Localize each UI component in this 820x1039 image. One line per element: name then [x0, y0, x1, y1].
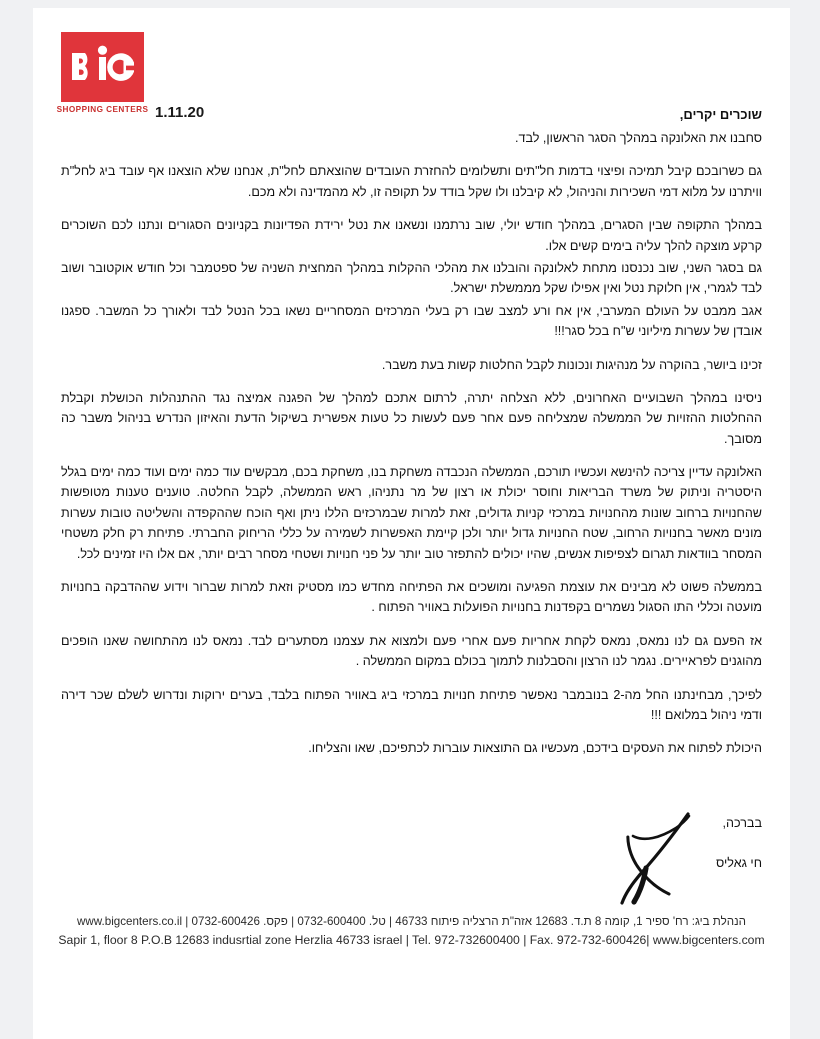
paragraph: זכינו ביושר, בהוקרה על מנהיגות ונכונות לקבל החלטות קשות בעת משבר. — [381, 357, 762, 372]
letter-header — [33, 22, 790, 127]
paragraph: אגב ממבט על העולם המערבי, אין אח ורע למצב שבו רק בעלי המרכזים המסחריים נשאו בכל הנטל לבד ולאורך כל המשבר. ספגנו אובדן של עשרות מיליוני ש"ח בכל סגר!!! — [61, 303, 762, 339]
paragraph: גם בסגר השני, שוב נכנסנו מתחת לאלונקה והובלנו את מהלכי ההקלות במהלך המחצית השניה של ספטמבר וכל חודש אוקטובר ושוב לבד לגמרי, אין חלוקת נטל ואין אפילו שקל מממשלת ישראל. — [61, 260, 762, 296]
paragraph: סחבנו את האלונקה במהלך הסגר הראשון, לבד. — [514, 131, 762, 145]
paragraph: אז הפעם גם לנו נמאס, נמאס לקחת אחריות פעם אחרי פעם ולמצוא את עצמנו מסתערים לבד. נמאס לנו מהתחושה שאנו הופכים מהוגנים לפראיירים. נגמר לנו הרצון והסבלנות לתמוך בכולם במקום הממשלה . — [61, 633, 762, 669]
signatory-name: חי גאליס — [716, 856, 762, 870]
signature-greeting: בברכה, — [722, 816, 762, 830]
footer-address-hebrew: הנהלת ביג: רח' ספיר 1, קומה 8 ת.ד. 12683 אזה"ת הרצליה פיתוח 46733 | טל. 0732-600400 | פקס. 0732-600426 | www.bigcenters.co.il — [77, 915, 746, 928]
signature-block — [562, 808, 762, 913]
paragraph: היכולת לפתוח את העסקים בידכם, מעכשיו גם התוצאות עוברות לכתפיכם, שאו והצליחו. — [308, 741, 762, 756]
paragraph: האלונקה עדיין צריכה להינשא ועכשיו תורכם, הממשלה הנכבדה משחקת בנו, משחקת בכם, מבקשים עוד כמה ימים ועוד כמה ימים בגלל היסטריה וניתוק של משרד הבריאות וחוסר יכולת או רצון של מר נתניהו, ראש הממשלה, לקבל החלטה. טוענים טענות מטופשות שהחנויות ברחוב שונות מהחנויות במרכזי קניות גדולים, זאת למרות שבמרכזים הללו ניתן ואף הוכח שההקפדה והשליטה טובות עשרות מונים מאשר בחנויות הרחוב, שטח החנויות גדול יותר ולכן קיימת האפשרות לשמירה על כללי הריחוק החברתי. פתיחת רק חלק משטחי המסחר בוודאות תגרום לצפיפות אנשים, שהיו יכולים להתפזר טוב יותר על פני חנויות ושטחי מסחר רבים יותר, אם אלו היו זמינים לכל. — [61, 465, 762, 561]
letter-footer — [53, 913, 770, 950]
paragraph: בממשלה פשוט לא מבינים את עוצמת הפגיעה ומושכים את הפתיחה מחדש כמו מסטיק וזאת למרות שברור וידוע שההדבקה בחנויות מועטה וכללי התו הסגול נשמרים בקפדנות בחנויות הפועלות באוויר הפתוח . — [61, 580, 762, 615]
big-logo-mark — [61, 32, 144, 102]
big-logo — [55, 32, 150, 114]
logo-tagline: SHOPPING CENTERS — [56, 105, 149, 114]
letter-page — [33, 8, 790, 1039]
salutation: שוכרים יקרים, — [679, 107, 762, 122]
footer-address-english: Sapir 1, floor 8 P.O.B 12683 indusrtial zone Herzlia 46733 israel | Tel. 972-732600400 | Fax. 972-732-600426| www.bigcenters.com — [58, 932, 765, 947]
paragraph: גם כשרובכם קיבל תמיכה ופיצוי בדמות חל"תים ותשלומים להחזרת העובדים שהוצאתם לחל"ת, אנחנו שלא הוצאנו אף עובד ביג לחל"ת וויתרנו על מלוא דמי השכירות והניהול, לא קיבלנו ולו שקל בודד על תקופה זו, לא מהמדינה ולא מכם. — [61, 164, 762, 199]
letter-date: 1.11.20 — [155, 104, 205, 121]
paragraph: ניסינו במהלך השבועיים האחרונים, ללא הצלחה יתרה, לרתום אתכם למהלך של הפגנה אמיצה נגד ההתנהלות הכושלת וקבלת ההחלטות ההזויות של הממשלה שמצליחה פעם אחר פעם לעשות כל טעות אפשרית בשיקול הדעת והאיזון הנדרש בניהול משבר כה מסובך. — [61, 390, 762, 446]
handwritten-signature-icon — [600, 808, 710, 908]
paragraph: במהלך התקופה שבין הסגרים, במהלך חודש יולי, שוב נרתמנו ונשאנו את נטל ירידת הפדיונות בקניונים הסגורים ונתנו לכם השוכרים קרקע מוצקה להלך עליה בימים קשים אלו. — [61, 218, 762, 253]
paragraph: לפיכך, מבחינתנו החל מה-2 בנובמבר נאפשר פתיחת חנויות במרכזי ביג באוויר הפתוח בלבד, בערים ירוקות ונדרוש לשלם שכר דירה ודמי ניהול במלואם !!! — [61, 687, 762, 722]
letter-body — [61, 128, 762, 772]
big-wordmark-icon — [68, 43, 138, 91]
signature-labels — [716, 816, 762, 870]
